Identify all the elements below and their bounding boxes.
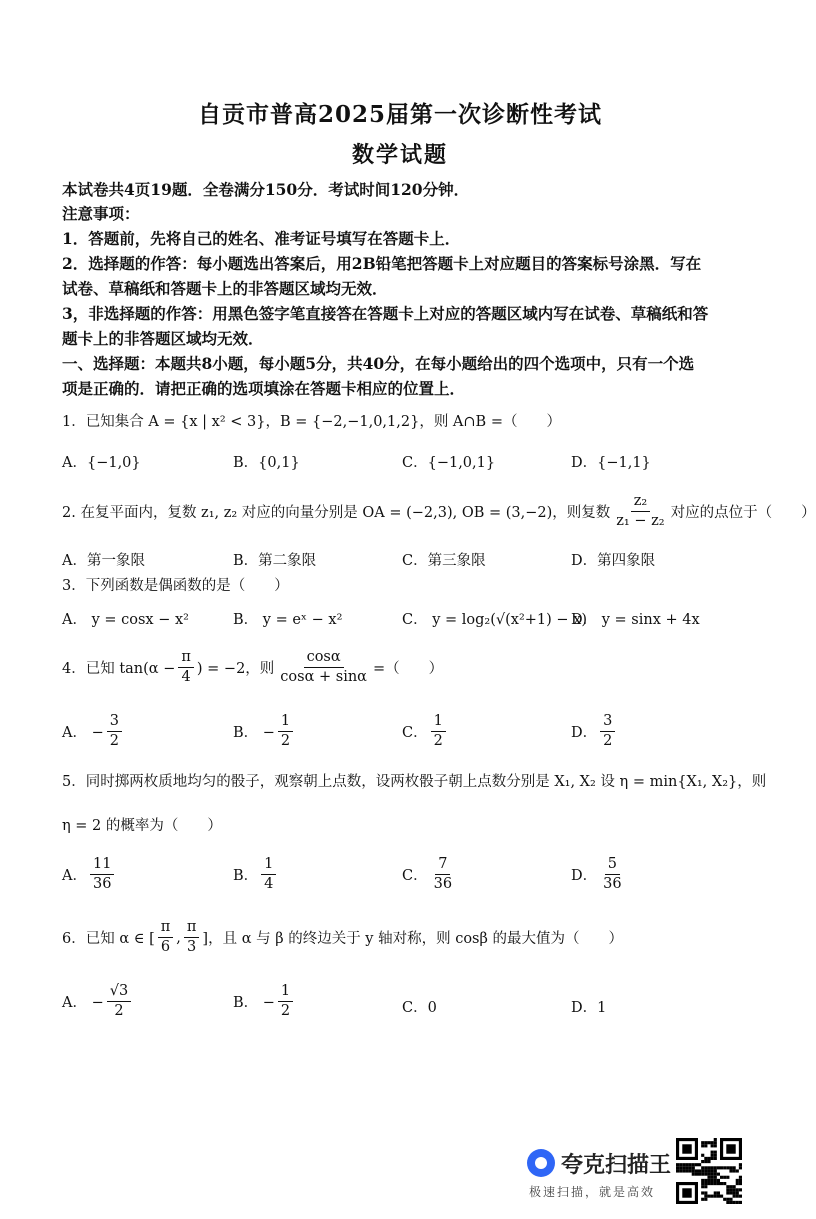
q4-d-num: 3 (600, 712, 615, 732)
q4-pi-fraction (178, 648, 194, 687)
q5-b-label: B． (233, 868, 259, 884)
q6-stem-pre: 6．已知 α ∈ [ (62, 931, 155, 947)
q1-stem: 1．已知集合 A = {x | x² < 3}，B = {−2,−1,0,1,2}，则 A∩B =（ ） (62, 414, 561, 430)
q5-stem-line1: 5．同时掷两枚质地均匀的骰子，观察朝上点数，设两枚骰子朝上点数分别是 X₁, X₂ 设 η = min{X₁, X₂}，则 (62, 774, 767, 790)
q4-pi-num: π (178, 648, 194, 668)
q3-option-c: C． y = log₂(√(x²+1) − x) (402, 612, 588, 628)
q6-b-num: 1 (278, 982, 293, 1002)
q6-option-b (233, 982, 296, 1021)
q6-b-fraction (278, 982, 293, 1021)
q5-d-num: 5 (605, 855, 620, 875)
q5-option-b (233, 855, 279, 894)
q4-d-den: 2 (603, 733, 613, 749)
q5-stem-line2: η = 2 的概率为（ ） (62, 818, 222, 834)
q6-p1-num: π (158, 918, 174, 938)
q4-stem-pre: 4．已知 tan(α − (62, 661, 176, 677)
q2-option-b: B．第二象限 (233, 553, 317, 569)
notice-item-3-line2: 题卡上的非答题区域均无效． (62, 329, 264, 348)
q6-stem-post: ]，且 α 与 β 的终边关于 y 轴对称，则 cosβ 的最大值为（ ） (202, 931, 623, 947)
q5-a-fraction (90, 855, 114, 894)
q6-comma: , (176, 929, 181, 946)
q4-stem (62, 648, 443, 687)
q4-frac-num: cosα (304, 648, 344, 668)
q2-frac-den: z₁ − z₂ (616, 513, 665, 529)
q6-pi3-fraction (184, 918, 200, 957)
q1-option-d: D．{−1,1} (571, 455, 651, 471)
q4-c-sign: C． (402, 725, 428, 741)
notice-item-1: 1．答题前，先将自己的姓名、准考证号填写在答题卡上． (62, 229, 461, 248)
notice-item-2-line1: 2．选择题的作答：每小题选出答案后，用2B铅笔把答题卡上对应题目的答案标号涂黑．写在 (62, 254, 702, 273)
q5-c-fraction (431, 855, 455, 894)
q4-c-den: 2 (433, 733, 443, 749)
q2-fraction (613, 492, 667, 531)
notice-heading: 注意事项： (62, 204, 140, 223)
q5-option-c (402, 855, 458, 894)
q4-a-fraction (107, 712, 122, 751)
q6-option-a (62, 982, 134, 1021)
notice-item-3-line1: 3，非选择题的作答：用黑色签字笔直接答在答题卡上对应的答题区域内写在试卷、草稿纸和答 (62, 304, 709, 323)
q6-a-den: 2 (114, 1003, 124, 1019)
q1-option-c: C．{−1,0,1} (402, 455, 496, 471)
q6-a-num: √3 (107, 982, 131, 1002)
q6-p2-den: 3 (187, 939, 197, 955)
q4-d-sign: D． (571, 725, 598, 741)
q5-c-label: C． (402, 868, 428, 884)
q4-a-num: 3 (107, 712, 122, 732)
section1-line1: 一、选择题：本题共8小题，每小题5分，共40分，在每小题给出的四个选项中，只有一个选 (62, 354, 695, 373)
q5-b-den: 4 (264, 876, 274, 892)
q2-option-c: C．第三象限 (402, 553, 486, 569)
exam-title: 自贡市普高2025届第一次诊断性考试 (197, 101, 602, 128)
q3-option-b: B． y = eˣ − x² (233, 612, 343, 628)
q5-c-num: 7 (435, 855, 450, 875)
q4-main-fraction (277, 648, 370, 687)
q5-option-a (62, 855, 117, 894)
q4-option-d (571, 712, 618, 751)
section1-line2: 项是正确的．请把正确的选项填涂在答题卡相应的位置上． (62, 379, 466, 398)
q6-option-c: C．0 (402, 1000, 437, 1016)
q4-stem-post: =（ ） (372, 661, 444, 677)
q5-option-d (571, 855, 628, 894)
q5-a-label: A． (62, 868, 87, 884)
q3-stem: 3．下列函数是偶函数的是（ ） (62, 578, 289, 594)
q4-c-fraction (431, 712, 446, 751)
q5-d-den: 36 (603, 876, 622, 892)
q4-b-sign: B． − (233, 725, 275, 741)
q5-d-label: D． (571, 868, 598, 884)
q5-a-den: 36 (92, 876, 112, 892)
intro-text: 本试卷共4页19题．全卷满分150分．考试时间120分钟． (62, 180, 470, 199)
q6-option-d: D．1 (571, 1000, 607, 1016)
q4-frac-den: cosα + sinα (280, 669, 367, 685)
q4-option-b (233, 712, 296, 751)
q2-frac-num: z₂ (631, 492, 650, 512)
q4-b-fraction (278, 712, 293, 751)
q2-stem-pre: 2. 在复平面内，复数 z₁, z₂ 对应的向量分别是 OA = (−2,3), OB = (3,−2)，则复数 (62, 505, 611, 521)
q4-stem-mid: ) = −2，则 (196, 661, 275, 677)
q4-option-a (62, 712, 125, 751)
q6-pi6-fraction (158, 918, 174, 957)
q1-option-b: B．{0,1} (233, 455, 300, 471)
watermark-brand: 夸克扫描王 (561, 1153, 672, 1178)
q4-c-num: 1 (431, 712, 446, 732)
q4-a-den: 2 (109, 733, 119, 749)
q4-option-c (402, 712, 449, 751)
q4-d-fraction (600, 712, 615, 751)
q3-option-a: A． y = cosx − x² (62, 612, 189, 628)
quark-logo-icon (527, 1149, 555, 1177)
q2-option-d: D．第四象限 (571, 553, 656, 569)
exam-subtitle: 数学试题 (351, 142, 448, 168)
q2-option-a: A．第一象限 (62, 553, 145, 569)
q6-b-den: 2 (280, 1003, 291, 1019)
q4-pi-den: 4 (181, 669, 191, 685)
q3-option-d: D． y = sinx + 4x (571, 612, 700, 628)
q6-p1-den: 6 (160, 939, 171, 955)
q5-b-fraction (261, 855, 276, 894)
q6-a-sign: A． − (62, 995, 104, 1011)
q6-a-fraction (107, 982, 131, 1021)
notice-item-2-line2: 试卷、草稿纸和答题卡上的非答题区域均无效． (62, 279, 388, 298)
q1-option-a: A．{−1,0} (62, 455, 141, 471)
q4-b-den: 2 (280, 733, 291, 749)
qr-code-icon (676, 1138, 742, 1204)
q2-stem-post: 对应的点位于（ ） (670, 505, 816, 521)
q6-p2-num: π (184, 918, 200, 938)
q4-b-num: 1 (278, 712, 293, 732)
q2-stem (62, 492, 816, 531)
q6-b-sign: B． − (233, 995, 275, 1011)
q5-c-den: 36 (433, 876, 453, 892)
watermark-slogan: 极速扫描，就是高效 (529, 1185, 656, 1199)
q6-stem (62, 918, 623, 957)
q5-b-num: 1 (261, 855, 276, 875)
q5-d-fraction (600, 855, 624, 894)
q5-a-num: 11 (90, 855, 114, 875)
q4-a-sign: A． − (62, 725, 104, 741)
